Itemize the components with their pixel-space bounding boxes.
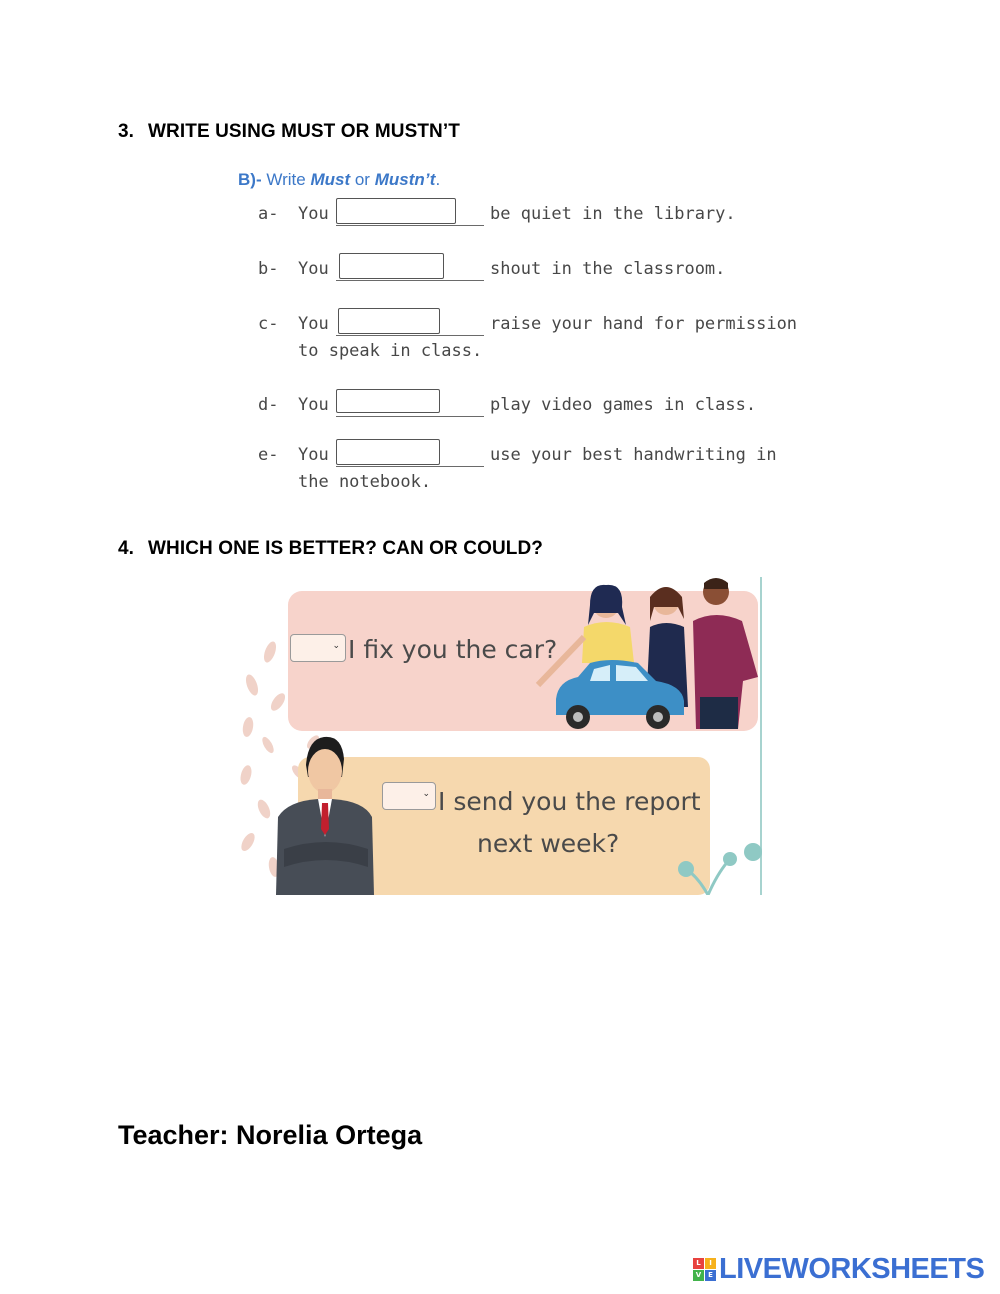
answer-input-c[interactable]: [338, 308, 440, 334]
section-number: 4.: [118, 538, 135, 559]
logo-icon: [693, 1258, 717, 1282]
brand-name: LIVEWORKSHEETS: [719, 1253, 985, 1285]
exercise-item-d: [232, 389, 772, 419]
item-letter: c-: [258, 314, 279, 334]
item-subject: You: [298, 445, 329, 465]
item-subject: You: [298, 204, 329, 224]
logo-letter-e: E: [705, 1270, 716, 1281]
exercise-item-a: [232, 198, 772, 228]
chevron-down-icon: ⌄: [332, 641, 340, 651]
exercise-item-b: [232, 253, 772, 283]
section-title: WHICH ONE IS BETTER? CAN OR COULD?: [148, 538, 543, 559]
item-text: shout in the classroom.: [490, 259, 726, 279]
answer-input-a[interactable]: [336, 198, 456, 224]
answer-underline: [336, 416, 484, 417]
must-mustnt-exercise: [232, 162, 798, 512]
answer-underline: [336, 280, 484, 281]
teacher-name: Teacher: Norelia Ortega: [118, 1120, 423, 1150]
section-number: 3.: [118, 121, 135, 142]
section-4-heading: [118, 538, 543, 560]
can-could-dropdown-2[interactable]: [382, 782, 436, 810]
instruction-end: .: [435, 170, 441, 189]
item-text: raise your hand for permission: [490, 314, 798, 334]
instruction-or: or: [354, 170, 370, 189]
item-text: use your best handwriting in: [490, 445, 777, 465]
item-subject: You: [298, 395, 329, 415]
question-2-text-line1: I send you the report: [438, 787, 701, 816]
item-text-continued: the notebook.: [298, 472, 432, 492]
item-letter: d-: [258, 395, 279, 415]
instruction-must: Must: [310, 170, 351, 189]
answer-underline: [336, 225, 484, 226]
instruction-write: Write: [266, 170, 306, 189]
can-could-exercise: [238, 577, 763, 895]
logo-letter-l: L: [693, 1258, 704, 1269]
question-2-text-line2: next week?: [477, 829, 620, 858]
exercise-item-e: [232, 439, 777, 492]
logo-letter-i: I: [705, 1258, 716, 1269]
exercise-instructions: [238, 170, 440, 190]
item-letter: e-: [258, 445, 279, 465]
instruction-prefix: B)-: [238, 170, 262, 189]
answer-underline: [336, 466, 484, 467]
answer-input-b[interactable]: [339, 253, 444, 279]
item-subject: You: [298, 314, 329, 334]
section-title: WRITE USING MUST OR MUSTN’T: [148, 121, 460, 142]
exercise-item-c: [232, 308, 798, 361]
answer-input-e[interactable]: [336, 439, 440, 465]
instruction-mustnt: Mustn’t: [374, 170, 436, 189]
answer-underline: [336, 335, 484, 336]
item-letter: a-: [258, 204, 279, 224]
logo-letter-v: V: [693, 1270, 704, 1281]
item-text: play video games in class.: [490, 395, 757, 415]
section-3-heading: [118, 121, 460, 143]
item-text: be quiet in the library.: [490, 204, 736, 224]
can-could-dropdown-1[interactable]: [290, 634, 346, 662]
answer-input-d[interactable]: [336, 389, 440, 413]
item-subject: You: [298, 259, 329, 279]
item-letter: b-: [258, 259, 279, 279]
question-1-text: I fix you the car?: [348, 635, 558, 664]
chevron-down-icon: ⌄: [422, 789, 430, 799]
item-text-continued: to speak in class.: [298, 341, 483, 361]
